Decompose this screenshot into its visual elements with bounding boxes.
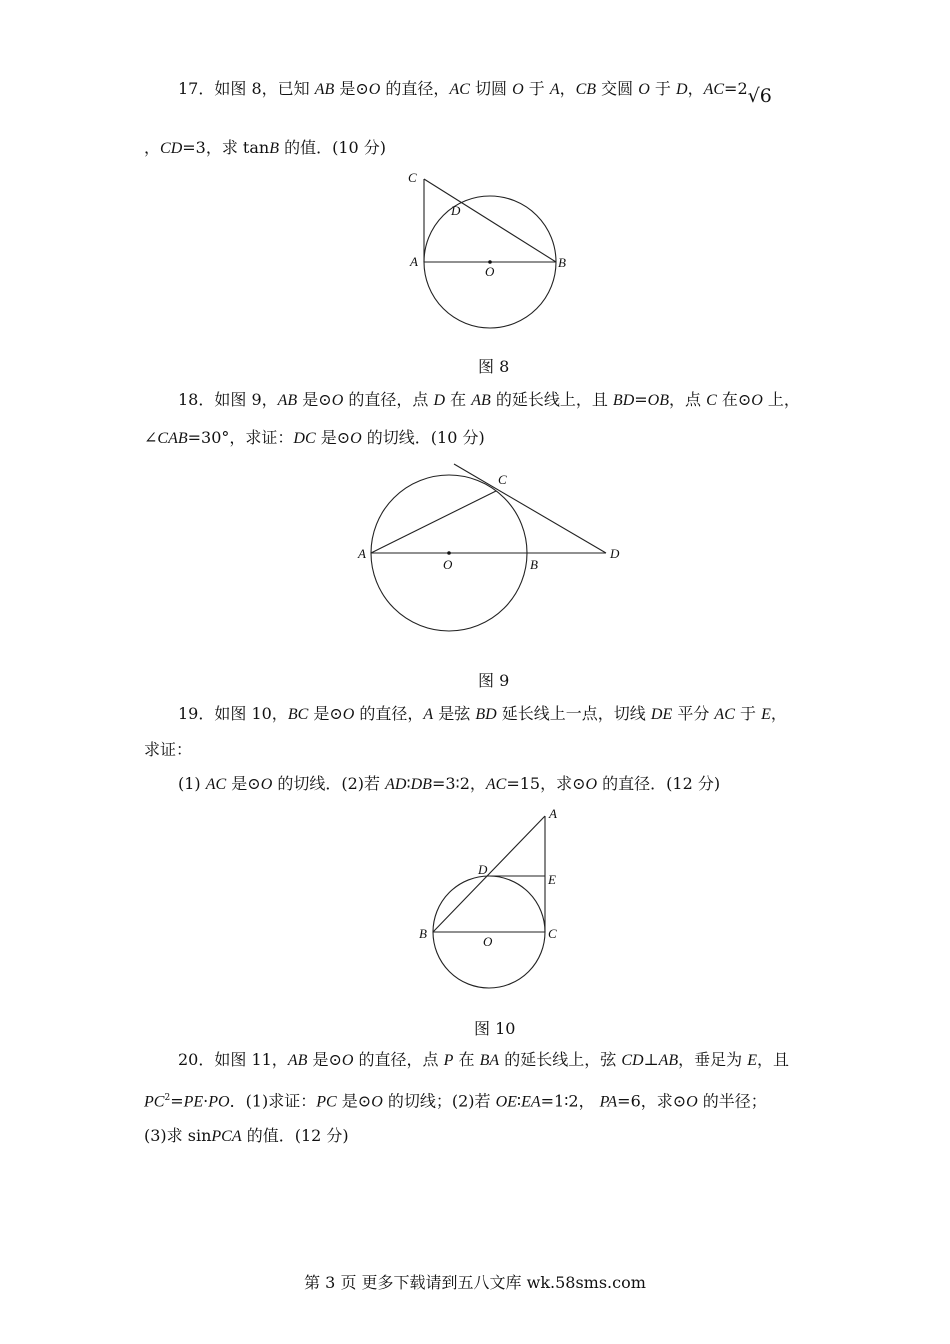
label-o: O (483, 934, 493, 949)
label-b: B (419, 926, 427, 941)
label-o: O (485, 264, 495, 279)
q17-line2: ，CD=3，求 tanB 的值．(10 分) (144, 138, 387, 157)
q19-line1: 19．如图 10，BC 是⊙O 的直径，A 是弦 BD 延长线上一点，切线 DE 平分 AC 于 E， (178, 704, 787, 723)
label-c: C (408, 170, 417, 185)
caption-figure-8: 图 8 (478, 357, 510, 376)
q19-line3: (1) AC 是⊙O 的切线．(2)若 AD∶DB=3∶2，AC=15，求⊙O 的直径．(12 分) (178, 774, 721, 793)
label-e: E (548, 872, 556, 887)
label-c: C (548, 926, 557, 941)
caption-figure-9: 图 9 (478, 671, 510, 690)
caption-figure-10: 图 10 (474, 1019, 516, 1038)
sqrt-six: √6 (747, 85, 772, 107)
label-o: O (443, 557, 453, 572)
label-c: C (498, 472, 507, 487)
label-a: A (358, 546, 366, 561)
label-b: B (530, 557, 538, 572)
page-footer: 第 3 页 更多下载请到五八文库 wk.58sms.com (304, 1273, 646, 1292)
center-dot (447, 551, 451, 555)
figure-10 (410, 800, 580, 1014)
q18-line1: 18．如图 9，AB 是⊙O 的直径，点 D 在 AB 的延长线上，且 BD=OB，点 C 在⊙O 上， (178, 390, 800, 409)
label-a: A (549, 806, 557, 821)
q18-line2: ∠CAB=30°，求证：DC 是⊙O 的切线．(10 分) (144, 428, 485, 447)
label-b: B (558, 255, 566, 270)
chord-ac (371, 491, 496, 553)
figure-8 (400, 165, 580, 344)
q17-line1: 17．如图 8，已知 AB 是⊙O 的直径，AC 切圆 O 于 A，CB 交圆 O 于 D，AC=2√6 (178, 79, 772, 107)
line-ab (433, 816, 545, 932)
label-d: D (451, 203, 461, 218)
tangent-dc (454, 464, 606, 553)
figure-9 (350, 458, 640, 647)
q20-line2: $PC^2=PE\cdot PO$．(1)求证：PC 是⊙O 的切线；(2)若 OE∶EA=1∶2， PA=6，求⊙O 的半径； (144, 1091, 767, 1111)
q20-line1: 20．如图 11，AB 是⊙O 的直径，点 P 在 BA 的延长线上，弦 CD⊥AB，垂足为 E，且 (178, 1050, 790, 1069)
q20-line3: (3)求 sinPCA 的值．(12 分) (144, 1126, 349, 1145)
label-d: D (610, 546, 620, 561)
label-a: A (410, 254, 418, 269)
q19-line2: 求证： (144, 740, 193, 759)
label-d: D (478, 862, 488, 877)
segment-cb (424, 179, 556, 262)
